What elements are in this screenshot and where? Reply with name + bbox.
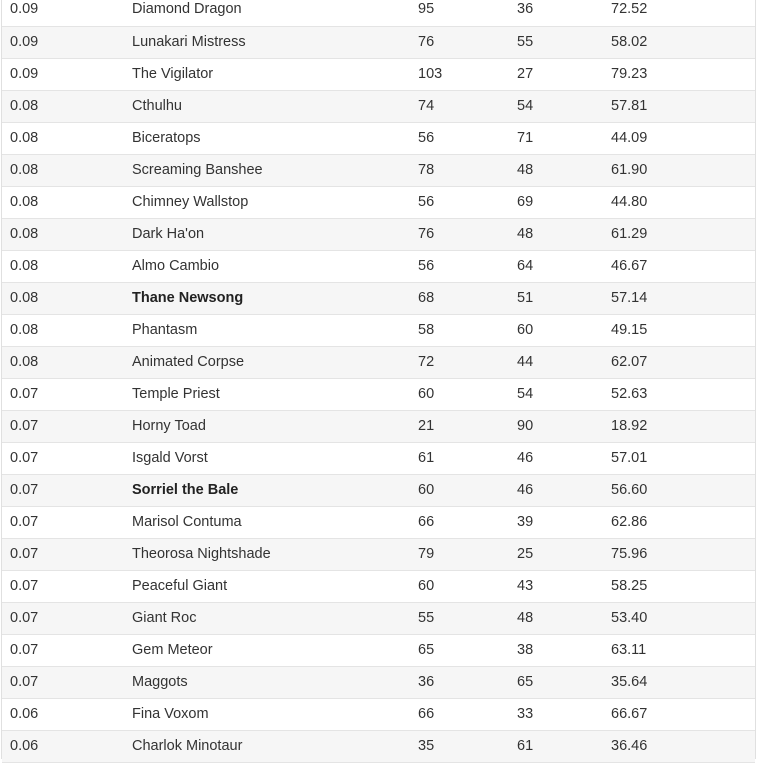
score-cell: 0.08 xyxy=(2,250,132,282)
table-row xyxy=(2,570,755,602)
percent-cell: 62.07 xyxy=(611,346,755,378)
percent-cell: 61.90 xyxy=(611,154,755,186)
percent-cell: 44.09 xyxy=(611,122,755,154)
name-cell: Charlok Minotaur xyxy=(132,730,418,762)
wins-cell: 76 xyxy=(418,218,517,250)
percent-cell: 36.46 xyxy=(611,730,755,762)
name-cell: Chimney Wallstop xyxy=(132,186,418,218)
table-row xyxy=(2,410,755,442)
table-row xyxy=(2,122,755,154)
score-cell: 0.07 xyxy=(2,410,132,442)
losses-cell: 46 xyxy=(517,442,611,474)
wins-cell: 36 xyxy=(418,666,517,698)
wins-cell: 21 xyxy=(418,410,517,442)
score-cell: 0.06 xyxy=(2,730,132,762)
percent-cell: 66.67 xyxy=(611,698,755,730)
name-cell: Lunakari Mistress xyxy=(132,26,418,58)
wins-cell: 79 xyxy=(418,538,517,570)
score-cell: 0.07 xyxy=(2,634,132,666)
name-cell: Fina Voxom xyxy=(132,698,418,730)
name-cell: Biceratops xyxy=(132,122,418,154)
percent-cell: 18.92 xyxy=(611,410,755,442)
name-cell: Maggots xyxy=(132,666,418,698)
table-row xyxy=(2,282,755,314)
table-row xyxy=(2,730,755,762)
table-row xyxy=(2,186,755,218)
wins-cell: 72 xyxy=(418,346,517,378)
table-row xyxy=(2,218,755,250)
name-cell: The Vigilator xyxy=(132,58,418,90)
percent-cell: 57.14 xyxy=(611,282,755,314)
table-row xyxy=(2,58,755,90)
losses-cell: 27 xyxy=(517,58,611,90)
table-row xyxy=(2,474,755,506)
score-cell: 0.06 xyxy=(2,698,132,730)
losses-cell: 64 xyxy=(517,250,611,282)
table-row xyxy=(2,154,755,186)
name-cell: Marisol Contuma xyxy=(132,506,418,538)
table-row xyxy=(2,506,755,538)
wins-cell: 60 xyxy=(418,378,517,410)
name-cell: Animated Corpse xyxy=(132,346,418,378)
wins-cell: 74 xyxy=(418,90,517,122)
wins-cell: 58 xyxy=(418,314,517,346)
table-row xyxy=(2,346,755,378)
score-cell: 0.07 xyxy=(2,666,132,698)
losses-cell: 54 xyxy=(517,378,611,410)
name-cell: Diamond Dragon xyxy=(132,0,418,26)
wins-cell: 78 xyxy=(418,154,517,186)
name-cell: Temple Priest xyxy=(132,378,418,410)
losses-cell: 69 xyxy=(517,186,611,218)
losses-cell: 44 xyxy=(517,346,611,378)
percent-cell: 63.11 xyxy=(611,634,755,666)
losses-cell: 43 xyxy=(517,570,611,602)
wins-cell: 68 xyxy=(418,282,517,314)
name-cell: Screaming Banshee xyxy=(132,154,418,186)
percent-cell: 46.67 xyxy=(611,250,755,282)
wins-cell: 103 xyxy=(418,58,517,90)
score-cell: 0.07 xyxy=(2,538,132,570)
percent-cell: 35.64 xyxy=(611,666,755,698)
percent-cell: 58.02 xyxy=(611,26,755,58)
percent-cell: 44.80 xyxy=(611,186,755,218)
name-cell: Theorosa Nightshade xyxy=(132,538,418,570)
losses-cell: 61 xyxy=(517,730,611,762)
table-row xyxy=(2,698,755,730)
percent-cell: 75.96 xyxy=(611,538,755,570)
name-cell: Sorriel the Bale xyxy=(132,474,418,506)
score-cell: 0.07 xyxy=(2,378,132,410)
wins-cell: 95 xyxy=(418,0,517,26)
score-cell: 0.09 xyxy=(2,26,132,58)
losses-cell: 36 xyxy=(517,0,611,26)
percent-cell: 58.25 xyxy=(611,570,755,602)
score-cell: 0.08 xyxy=(2,346,132,378)
table-row xyxy=(2,442,755,474)
wins-cell: 56 xyxy=(418,250,517,282)
wins-cell: 55 xyxy=(418,602,517,634)
percent-cell: 57.81 xyxy=(611,90,755,122)
percent-cell: 52.63 xyxy=(611,378,755,410)
name-cell: Dark Ha'on xyxy=(132,218,418,250)
score-cell: 0.08 xyxy=(2,282,132,314)
losses-cell: 90 xyxy=(517,410,611,442)
percent-cell: 62.86 xyxy=(611,506,755,538)
name-cell: Gem Meteor xyxy=(132,634,418,666)
percent-cell: 49.15 xyxy=(611,314,755,346)
score-cell: 0.07 xyxy=(2,570,132,602)
name-cell: Horny Toad xyxy=(132,410,418,442)
losses-cell: 54 xyxy=(517,90,611,122)
wins-cell: 60 xyxy=(418,570,517,602)
name-cell: Peaceful Giant xyxy=(132,570,418,602)
score-cell: 0.08 xyxy=(2,218,132,250)
stats-table-body xyxy=(2,0,755,762)
score-cell: 0.08 xyxy=(2,186,132,218)
losses-cell: 60 xyxy=(517,314,611,346)
score-cell: 0.09 xyxy=(2,58,132,90)
score-cell: 0.07 xyxy=(2,442,132,474)
wins-cell: 56 xyxy=(418,122,517,154)
losses-cell: 48 xyxy=(517,218,611,250)
table-row xyxy=(2,602,755,634)
name-cell: Thane Newsong xyxy=(132,282,418,314)
losses-cell: 65 xyxy=(517,666,611,698)
wins-cell: 56 xyxy=(418,186,517,218)
stats-table-container xyxy=(1,0,756,759)
score-cell: 0.08 xyxy=(2,122,132,154)
name-cell: Almo Cambio xyxy=(132,250,418,282)
table-row xyxy=(2,314,755,346)
table-row xyxy=(2,666,755,698)
losses-cell: 33 xyxy=(517,698,611,730)
table-row xyxy=(2,26,755,58)
table-row xyxy=(2,538,755,570)
percent-cell: 57.01 xyxy=(611,442,755,474)
score-cell: 0.07 xyxy=(2,602,132,634)
percent-cell: 53.40 xyxy=(611,602,755,634)
percent-cell: 72.52 xyxy=(611,0,755,26)
percent-cell: 61.29 xyxy=(611,218,755,250)
wins-cell: 76 xyxy=(418,26,517,58)
losses-cell: 51 xyxy=(517,282,611,314)
table-row xyxy=(2,90,755,122)
table-row xyxy=(2,250,755,282)
losses-cell: 48 xyxy=(517,154,611,186)
wins-cell: 61 xyxy=(418,442,517,474)
wins-cell: 66 xyxy=(418,698,517,730)
score-cell: 0.08 xyxy=(2,90,132,122)
wins-cell: 66 xyxy=(418,506,517,538)
name-cell: Cthulhu xyxy=(132,90,418,122)
wins-cell: 65 xyxy=(418,634,517,666)
losses-cell: 46 xyxy=(517,474,611,506)
table-row xyxy=(2,378,755,410)
score-cell: 0.07 xyxy=(2,474,132,506)
score-cell: 0.08 xyxy=(2,314,132,346)
percent-cell: 56.60 xyxy=(611,474,755,506)
losses-cell: 71 xyxy=(517,122,611,154)
losses-cell: 48 xyxy=(517,602,611,634)
wins-cell: 35 xyxy=(418,730,517,762)
wins-cell: 60 xyxy=(418,474,517,506)
score-cell: 0.09 xyxy=(2,0,132,26)
name-cell: Phantasm xyxy=(132,314,418,346)
percent-cell: 79.23 xyxy=(611,58,755,90)
table-row xyxy=(2,634,755,666)
losses-cell: 55 xyxy=(517,26,611,58)
losses-cell: 39 xyxy=(517,506,611,538)
stats-table xyxy=(2,0,755,763)
table-row xyxy=(2,0,755,26)
score-cell: 0.08 xyxy=(2,154,132,186)
name-cell: Giant Roc xyxy=(132,602,418,634)
name-cell: Isgald Vorst xyxy=(132,442,418,474)
losses-cell: 25 xyxy=(517,538,611,570)
score-cell: 0.07 xyxy=(2,506,132,538)
losses-cell: 38 xyxy=(517,634,611,666)
